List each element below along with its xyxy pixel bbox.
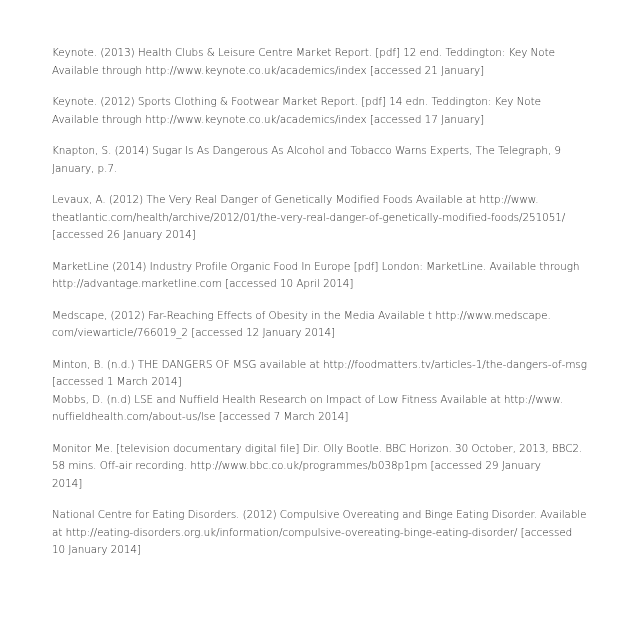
reference-line: Levaux, A. (2012) The Very Real Danger of Genetically Modified Foods Available at http://www. xyxy=(52,194,539,206)
reference-line: [accessed 26 January 2014] xyxy=(52,229,196,241)
reference-line: MarketLine (2014) Industry Profile Organic Food In Europe [pdf] London: MarketLine. Available through xyxy=(52,260,580,273)
reference-line: Keynote. (2013) Health Clubs & Leisure Centre Market Report. [pdf] 12 end. Teddington: Key Note xyxy=(52,47,555,59)
reference-line: January, p.7. xyxy=(52,162,118,175)
reference-entry xyxy=(52,357,587,392)
reference-line: Available through http://www.keynote.co.uk/academics/index [accessed 21 January] xyxy=(52,64,485,77)
reference-entry xyxy=(52,392,587,427)
reference-line: theatlantic.com/health/archive/2012/01/the-very-real-danger-of-genetically-modified-foods/251051/ xyxy=(52,211,566,224)
reference-entry xyxy=(52,441,587,494)
reference-line: Available through http://www.keynote.co.uk/academics/index [accessed 17 January] xyxy=(52,113,485,126)
reference-line: 10 January 2014] xyxy=(52,544,141,556)
reference-list xyxy=(52,45,587,574)
reference-entry xyxy=(52,192,587,245)
reference-entry xyxy=(52,308,587,343)
reference-line: nuffieldhealth.com/about-us/lse [accessed 7 March 2014] xyxy=(52,411,349,423)
reference-line: 2014] xyxy=(52,477,83,490)
reference-line: Medscape, (2012) Far-Reaching Effects of Obesity in the Media Available t http://www.medscape. xyxy=(52,309,551,322)
reference-line: 58 mins. Off-air recording. http://www.bbc.co.uk/programmes/b038p1pm [accessed 29 January xyxy=(52,460,541,472)
reference-line: [accessed 1 March 2014] xyxy=(52,376,182,388)
reference-entry xyxy=(52,94,587,129)
reference-line: Keynote. (2012) Sports Clothing & Footwear Market Report. [pdf] 14 edn. Teddington: Key Note xyxy=(52,96,541,108)
reference-line: Monitor Me. [television documentary digital file] Dir. Olly Bootle. BBC Horizon. 30 October, 2013, BBC2. xyxy=(52,442,583,455)
reference-line: at http://eating-disorders.org.uk/information/compulsive-overeating-binge-eating-disorder/ [accessed xyxy=(52,526,573,539)
reference-line: com/viewarticle/766019_2 [accessed 12 January 2014] xyxy=(52,327,336,339)
reference-line: Mobbs, D. (n.d) LSE and Nuffield Health Research on Impact of Low Fitness Available at http://www. xyxy=(52,393,563,406)
reference-line: Minton, B. (n.d.) THE DANGERS OF MSG available at http://foodmatters.tv/articles-1/the-dangers-of-msg xyxy=(52,358,587,371)
reference-entry xyxy=(52,259,587,294)
reference-entry xyxy=(52,143,587,178)
reference-line: Knapton, S. (2014) Sugar Is As Dangerous As Alcohol and Tobacco Warns Experts, The Telegraph, 9 xyxy=(52,145,561,157)
reference-line: National Centre for Eating Disorders. (2012) Compulsive Overeating and Binge Eating Disorder. Available xyxy=(52,509,587,521)
reference-entry xyxy=(52,507,587,560)
reference-entry xyxy=(52,45,587,80)
reference-line: http://advantage.marketline.com [accessed 10 April 2014] xyxy=(52,278,354,290)
